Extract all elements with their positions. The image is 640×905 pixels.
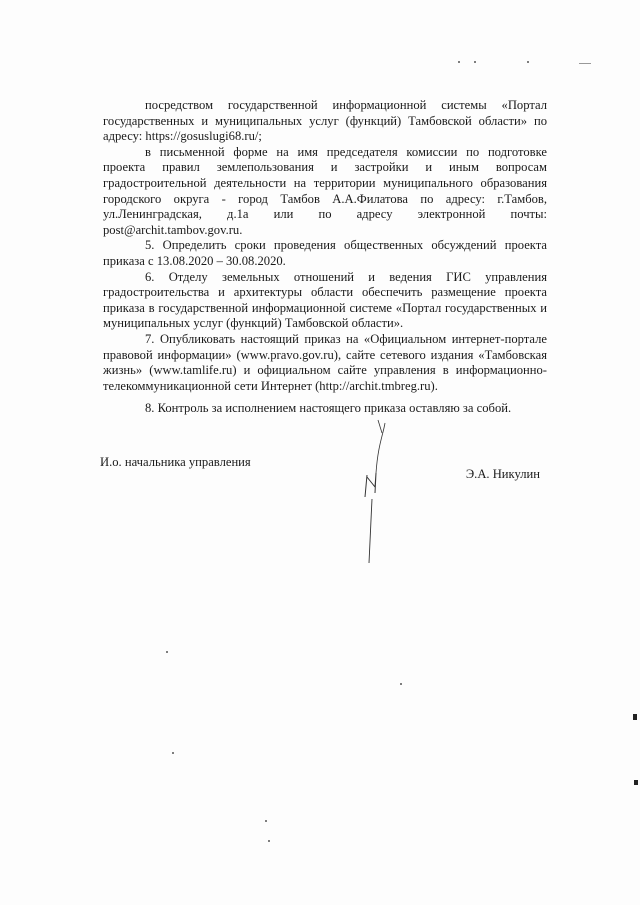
scan-speck bbox=[527, 61, 529, 63]
paragraph-6-gis: 6. Отделу земельных отношений и ведения ГИС управления градостроительства и архитектуры области обеспечить размещение проекта приказа в государственной информационной системе «Портал государственных и муниципальных услуг (функций) Тамбовской области». bbox=[103, 269, 547, 331]
scan-speck bbox=[265, 820, 267, 822]
scan-speck bbox=[474, 61, 476, 63]
scan-speck bbox=[166, 651, 168, 653]
paragraph-5-dates: 5. Определить сроки проведения общественных обсуждений проекта приказа с 13.08.2020 – 30.08.2020. bbox=[103, 238, 547, 268]
document-body bbox=[103, 98, 547, 417]
paragraph-written-form: в письменной форме на имя председателя комиссии по подготовке проекта правил землепользования и застройки и иным вопросам градостроительной деятельности на территории муниципального образования городского округа - город Тамбов А.А.Филатова по адресу: г.Тамбов, ул.Ленинградская, д.1а или по адресу электронной почты: post@archit.tambov.gov.ru. bbox=[103, 144, 547, 237]
paragraph-8-control: 8. Контроль за исполнением настоящего приказа оставляю за собой. bbox=[145, 401, 512, 416]
scan-edge-mark bbox=[633, 714, 637, 720]
paragraph-gosuslugi: посредством государственной информационной системы «Портал государственных и муниципальных услуг (функций) Тамбовской области» по адресу: https://gosuslugi68.ru/; bbox=[103, 98, 547, 144]
paragraph-7-publish: 7. Опубликовать настоящий приказ на «Официальном интернет-портале правовой информации» (www.pravo.gov.ru), сайте сетевого издания «Тамбовская жизнь» (www.tamlife.ru) и официальном сайте управления в информационно-телекоммуникационной сети Интернет (http://archit.tmbreg.ru). bbox=[103, 331, 547, 393]
scan-speck bbox=[458, 61, 460, 63]
scan-speck bbox=[400, 683, 402, 685]
scan-edge-mark bbox=[579, 63, 591, 64]
handwritten-signature bbox=[345, 415, 405, 565]
signer-title: И.о. начальника управления bbox=[100, 455, 251, 469]
scan-speck bbox=[172, 752, 174, 754]
scan-edge-mark bbox=[634, 780, 638, 785]
scan-speck bbox=[268, 840, 270, 842]
signer-name: Э.А. Никулин bbox=[465, 467, 540, 481]
